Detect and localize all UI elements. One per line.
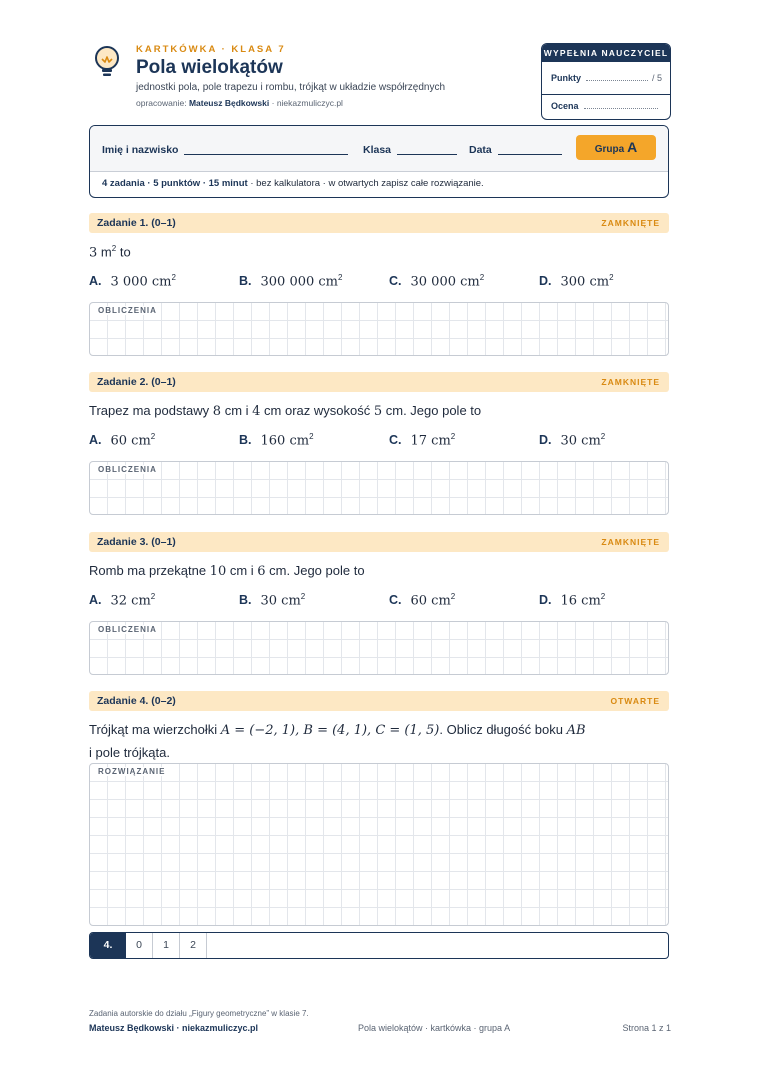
points-max: / 5 xyxy=(651,73,662,83)
score-option-2[interactable]: 2 xyxy=(180,933,207,958)
class-label: Klasa xyxy=(363,144,392,156)
score-option-0[interactable]: 0 xyxy=(126,933,153,958)
option-exponent: 2 xyxy=(338,273,343,282)
option-letter: C. xyxy=(389,433,402,448)
question-number: 8 xyxy=(212,404,222,419)
task-4-score-row xyxy=(89,932,669,959)
task-2-option-d[interactable] xyxy=(539,432,605,448)
student-fields xyxy=(90,126,668,172)
task-2-title: Zadanie 2. (0–1) xyxy=(97,376,176,388)
question-text: cm. Jego pole to xyxy=(382,403,482,418)
option-letter: A. xyxy=(89,433,102,448)
task-2-answers xyxy=(89,432,649,450)
question-number: 10 xyxy=(209,564,227,579)
option-letter: D. xyxy=(539,593,552,608)
task-4-question-line-2: i pole trójkąta. xyxy=(89,745,170,760)
option-exponent: 2 xyxy=(600,432,606,441)
task-1-exponent: 2 xyxy=(111,244,117,253)
name-label: Imię i nazwisko xyxy=(102,144,179,156)
test-info xyxy=(102,178,484,189)
worksheet-kicker: KARTKÓWKA · KLASA 7 xyxy=(136,44,286,55)
byline xyxy=(136,98,343,108)
score-option-1[interactable]: 1 xyxy=(153,933,180,958)
task-1-option-b[interactable] xyxy=(239,273,342,289)
option-letter: D. xyxy=(539,274,552,289)
option-exponent: 2 xyxy=(600,592,606,601)
task-1-number: 3 xyxy=(89,245,98,261)
task-1-answers xyxy=(89,273,649,291)
option-letter: A. xyxy=(89,593,102,608)
option-value: 60 cm xyxy=(410,593,451,609)
question-text: cm. Jego pole to xyxy=(265,563,365,578)
task-1-option-c[interactable] xyxy=(389,273,484,289)
points-label: Punkty xyxy=(551,73,582,83)
page-number: Strona 1 z 1 xyxy=(622,1023,671,1033)
task-1-header xyxy=(89,213,669,233)
teacher-box-heading: WYPEŁNIA NAUCZYCIEL xyxy=(542,44,670,62)
task-2-type: ZAMKNIĘTE xyxy=(601,377,660,387)
option-letter: B. xyxy=(239,274,252,289)
class-line[interactable] xyxy=(397,154,457,155)
question-side: AB xyxy=(566,723,586,738)
task-1-unit: m xyxy=(100,244,112,260)
option-exponent: 2 xyxy=(479,273,485,282)
page-title: Pola wielokątów xyxy=(136,57,283,78)
teacher-box-divider xyxy=(542,94,670,95)
task-3-option-b[interactable] xyxy=(239,592,305,608)
test-info-rules: · bez kalkulatora · w otwartych zapisz całe rozwiązanie. xyxy=(250,178,484,189)
question-text: . Oblicz długość boku xyxy=(439,722,563,737)
option-letter: C. xyxy=(389,593,402,608)
group-letter: A xyxy=(627,139,638,155)
option-exponent: 2 xyxy=(450,432,456,441)
name-line[interactable] xyxy=(184,154,348,155)
lightbulb-icon xyxy=(92,45,122,79)
footer-note: Zadania autorskie do działu „Figury geometryczne” w klasie 7. xyxy=(89,1009,309,1018)
byline-site: · niekazmuliczyc.pl xyxy=(271,98,343,108)
footer-author: Mateusz Będkowski · niekazmuliczyc.pl xyxy=(89,1023,259,1033)
option-exponent: 2 xyxy=(150,432,156,441)
question-text: Trapez ma podstawy xyxy=(89,403,213,418)
score-task-label: 4. xyxy=(90,933,126,958)
page-subtitle: jednostki pola, pole trapezu i rombu, trójkąt w układzie współrzędnych xyxy=(136,82,446,93)
points-field[interactable] xyxy=(586,80,648,81)
task-2-option-b[interactable] xyxy=(239,432,314,448)
option-value: 30 cm xyxy=(260,593,301,609)
task-2-header xyxy=(89,372,669,392)
task-1-title: Zadanie 1. (0–1) xyxy=(97,217,176,229)
task-4-work-label: ROZWIĄZANIE xyxy=(98,767,166,776)
task-2-work-area[interactable] xyxy=(89,461,669,515)
task-1-type: ZAMKNIĘTE xyxy=(601,218,660,228)
option-letter: A. xyxy=(89,274,102,289)
task-3-answers xyxy=(89,592,649,610)
task-3-question xyxy=(89,563,365,579)
task-3-title: Zadanie 3. (0–1) xyxy=(97,536,176,548)
byline-prefix: opracowanie: xyxy=(136,98,187,108)
test-info-summary: 4 zadania · 5 punktów · 15 minut xyxy=(102,178,248,189)
option-value: 17 cm xyxy=(410,433,451,449)
option-exponent: 2 xyxy=(171,273,176,282)
option-letter: C. xyxy=(389,274,402,289)
question-number: 6 xyxy=(257,564,266,579)
question-text: cm oraz wysokość xyxy=(260,403,374,418)
task-2-option-c[interactable] xyxy=(389,432,455,448)
task-2-question xyxy=(89,403,481,419)
group-label: Grupa xyxy=(594,144,625,155)
option-value: 3 000 cm xyxy=(110,274,172,290)
group-badge xyxy=(576,135,656,160)
task-1-question-end: to xyxy=(119,244,131,260)
option-value: 60 cm xyxy=(110,433,151,449)
grade-field[interactable] xyxy=(584,108,658,109)
teacher-box xyxy=(541,43,671,120)
question-number: 4 xyxy=(252,404,261,419)
task-3-type: ZAMKNIĘTE xyxy=(601,537,660,547)
grade-row xyxy=(551,101,662,111)
question-number: 5 xyxy=(373,404,383,419)
task-1-question xyxy=(89,244,131,260)
option-value: 30 000 cm xyxy=(410,274,480,290)
option-exponent: 2 xyxy=(309,432,314,441)
task-2-option-a[interactable] xyxy=(89,432,155,448)
option-value: 300 000 cm xyxy=(260,274,338,290)
option-exponent: 2 xyxy=(450,592,456,601)
byline-author: Mateusz Będkowski xyxy=(188,98,270,108)
option-value: 160 cm xyxy=(260,433,310,449)
task-4-type: OTWARTE xyxy=(610,696,660,706)
option-value: 16 cm xyxy=(560,593,601,609)
question-text: cm i xyxy=(221,403,253,418)
option-exponent: 2 xyxy=(300,592,306,601)
class-field[interactable] xyxy=(363,144,457,156)
task-1-work-area[interactable] xyxy=(89,302,669,356)
task-4-question xyxy=(89,722,586,738)
task-3-header xyxy=(89,532,669,552)
task-3-work-area[interactable] xyxy=(89,621,669,675)
option-letter: B. xyxy=(239,593,252,608)
question-text: cm i xyxy=(226,563,258,578)
date-field[interactable] xyxy=(469,144,562,156)
task-4-title: Zadanie 4. (0–2) xyxy=(97,695,176,707)
date-label: Data xyxy=(469,144,492,156)
task-3-option-c[interactable] xyxy=(389,592,455,608)
task-1-option-a[interactable] xyxy=(89,273,176,289)
task-1-option-d[interactable] xyxy=(539,273,614,289)
task-4-header xyxy=(89,691,669,711)
task-3-work-label: OBLICZENIA xyxy=(98,625,157,634)
task-3-option-a[interactable] xyxy=(89,592,155,608)
name-field[interactable] xyxy=(102,144,348,156)
student-box xyxy=(89,125,669,198)
option-value: 30 cm xyxy=(560,433,601,449)
points-row xyxy=(551,73,662,83)
option-exponent: 2 xyxy=(609,273,614,282)
task-2-work-label: OBLICZENIA xyxy=(98,465,157,474)
question-text: Romb ma przekątne xyxy=(89,563,210,578)
date-line[interactable] xyxy=(498,154,562,155)
task-4-work-area[interactable] xyxy=(89,763,669,926)
question-text: Trójkąt ma wierzchołki xyxy=(89,722,218,737)
option-value: 300 cm xyxy=(560,274,610,290)
grade-label: Ocena xyxy=(551,101,579,111)
option-exponent: 2 xyxy=(150,592,156,601)
question-vertices: A = (−2, 1), B = (4, 1), C = (1, 5) xyxy=(220,723,440,738)
option-value: 32 cm xyxy=(110,593,151,609)
task-3-option-d[interactable] xyxy=(539,592,605,608)
task-1-work-label: OBLICZENIA xyxy=(98,306,157,315)
option-letter: B. xyxy=(239,433,252,448)
footer-title: Pola wielokątów · kartkówka · grupa A xyxy=(358,1023,511,1033)
option-letter: D. xyxy=(539,433,552,448)
